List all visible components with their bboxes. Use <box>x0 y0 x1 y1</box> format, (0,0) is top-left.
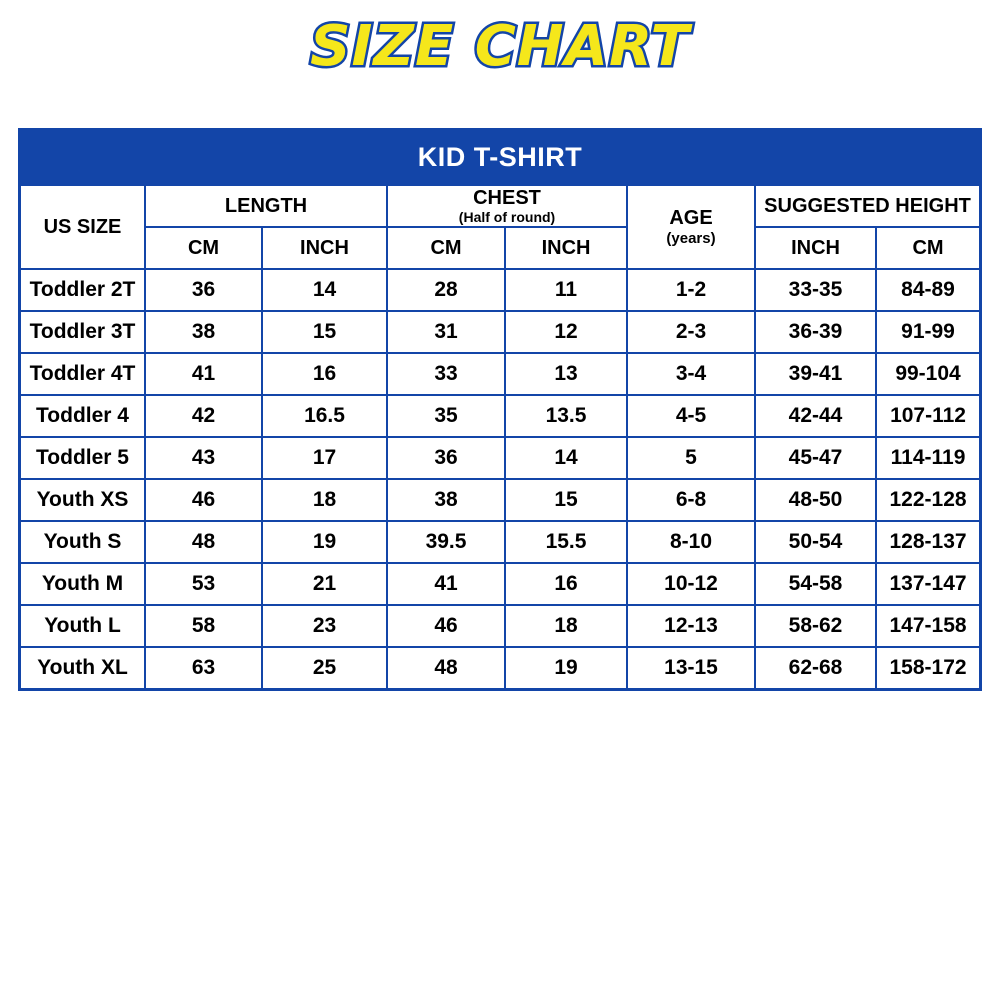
table-subtitle: KID T-SHIRT <box>21 131 979 186</box>
cell-height-cm: 147-158 <box>876 605 979 647</box>
cell-height-cm: 99-104 <box>876 353 979 395</box>
cell-height-inch: 48-50 <box>755 479 876 521</box>
cell-chest-inch: 13 <box>505 353 627 395</box>
cell-chest-inch: 12 <box>505 311 627 353</box>
cell-height-inch: 42-44 <box>755 395 876 437</box>
cell-length-cm: 53 <box>145 563 262 605</box>
cell-length-cm: 36 <box>145 269 262 311</box>
cell-size: Toddler 5 <box>21 437 145 479</box>
table-row <box>21 269 979 311</box>
cell-height-inch: 62-68 <box>755 647 876 688</box>
cell-chest-inch: 16 <box>505 563 627 605</box>
header-age-note: (years) <box>666 230 716 247</box>
cell-length-cm: 43 <box>145 437 262 479</box>
cell-age: 4-5 <box>627 395 755 437</box>
cell-size: Youth XS <box>21 479 145 521</box>
table-row <box>21 311 979 353</box>
table-row <box>21 647 979 688</box>
cell-age: 5 <box>627 437 755 479</box>
header-row-units <box>21 227 979 269</box>
cell-height-inch: 36-39 <box>755 311 876 353</box>
header-length-cm: CM <box>145 227 262 269</box>
cell-length-cm: 38 <box>145 311 262 353</box>
cell-height-inch: 45-47 <box>755 437 876 479</box>
header-height-inch: INCH <box>755 227 876 269</box>
cell-age: 12-13 <box>627 605 755 647</box>
cell-height-inch: 54-58 <box>755 563 876 605</box>
cell-length-cm: 41 <box>145 353 262 395</box>
table-header <box>21 186 979 269</box>
cell-chest-cm: 48 <box>387 647 505 688</box>
cell-height-inch: 39-41 <box>755 353 876 395</box>
page-title <box>0 0 1000 78</box>
cell-age: 3-4 <box>627 353 755 395</box>
size-table <box>21 186 979 688</box>
cell-length-inch: 25 <box>262 647 387 688</box>
cell-height-cm: 114-119 <box>876 437 979 479</box>
cell-chest-cm: 35 <box>387 395 505 437</box>
cell-length-inch: 18 <box>262 479 387 521</box>
cell-size: Toddler 2T <box>21 269 145 311</box>
table-row <box>21 521 979 563</box>
cell-height-cm: 107-112 <box>876 395 979 437</box>
cell-age: 13-15 <box>627 647 755 688</box>
header-row-groups <box>21 186 979 227</box>
cell-height-inch: 58-62 <box>755 605 876 647</box>
header-us-size: US SIZE <box>21 186 145 269</box>
cell-length-inch: 16 <box>262 353 387 395</box>
cell-chest-inch: 14 <box>505 437 627 479</box>
table-body <box>21 269 979 688</box>
header-chest <box>387 186 627 227</box>
cell-size: Youth XL <box>21 647 145 688</box>
cell-size: Toddler 3T <box>21 311 145 353</box>
cell-chest-cm: 41 <box>387 563 505 605</box>
cell-size: Youth S <box>21 521 145 563</box>
cell-chest-inch: 15 <box>505 479 627 521</box>
header-age <box>627 186 755 269</box>
cell-age: 1-2 <box>627 269 755 311</box>
table-row <box>21 437 979 479</box>
cell-length-inch: 23 <box>262 605 387 647</box>
cell-height-cm: 91-99 <box>876 311 979 353</box>
cell-height-cm: 122-128 <box>876 479 979 521</box>
cell-size: Toddler 4 <box>21 395 145 437</box>
cell-chest-inch: 13.5 <box>505 395 627 437</box>
cell-chest-cm: 28 <box>387 269 505 311</box>
cell-size: Toddler 4T <box>21 353 145 395</box>
cell-length-cm: 58 <box>145 605 262 647</box>
page-title-text: SIZE CHART <box>310 14 690 79</box>
cell-chest-inch: 18 <box>505 605 627 647</box>
cell-chest-cm: 39.5 <box>387 521 505 563</box>
cell-height-inch: 33-35 <box>755 269 876 311</box>
table-row <box>21 353 979 395</box>
header-age-label: AGE <box>669 207 713 229</box>
header-length: LENGTH <box>145 186 387 227</box>
cell-height-cm: 84-89 <box>876 269 979 311</box>
header-height-cm: CM <box>876 227 979 269</box>
cell-chest-cm: 38 <box>387 479 505 521</box>
cell-chest-cm: 46 <box>387 605 505 647</box>
cell-age: 10-12 <box>627 563 755 605</box>
cell-length-inch: 16.5 <box>262 395 387 437</box>
cell-length-inch: 15 <box>262 311 387 353</box>
table-row <box>21 563 979 605</box>
cell-chest-inch: 11 <box>505 269 627 311</box>
header-length-inch: INCH <box>262 227 387 269</box>
cell-length-cm: 42 <box>145 395 262 437</box>
cell-chest-inch: 19 <box>505 647 627 688</box>
cell-length-cm: 63 <box>145 647 262 688</box>
header-suggested-height: SUGGESTED HEIGHT <box>755 186 979 227</box>
cell-chest-cm: 33 <box>387 353 505 395</box>
cell-height-cm: 158-172 <box>876 647 979 688</box>
cell-length-inch: 14 <box>262 269 387 311</box>
size-table-container <box>18 128 982 691</box>
cell-chest-cm: 31 <box>387 311 505 353</box>
cell-height-cm: 137-147 <box>876 563 979 605</box>
header-chest-label: CHEST <box>473 187 541 209</box>
header-chest-inch: INCH <box>505 227 627 269</box>
cell-length-cm: 48 <box>145 521 262 563</box>
table-row <box>21 479 979 521</box>
table-row <box>21 395 979 437</box>
header-chest-cm: CM <box>387 227 505 269</box>
cell-length-cm: 46 <box>145 479 262 521</box>
table-row <box>21 605 979 647</box>
cell-size: Youth M <box>21 563 145 605</box>
cell-height-inch: 50-54 <box>755 521 876 563</box>
cell-chest-cm: 36 <box>387 437 505 479</box>
cell-length-inch: 19 <box>262 521 387 563</box>
cell-chest-inch: 15.5 <box>505 521 627 563</box>
cell-length-inch: 21 <box>262 563 387 605</box>
cell-age: 6-8 <box>627 479 755 521</box>
cell-age: 8-10 <box>627 521 755 563</box>
cell-size: Youth L <box>21 605 145 647</box>
cell-age: 2-3 <box>627 311 755 353</box>
cell-length-inch: 17 <box>262 437 387 479</box>
cell-height-cm: 128-137 <box>876 521 979 563</box>
header-chest-note: (Half of round) <box>458 209 556 225</box>
